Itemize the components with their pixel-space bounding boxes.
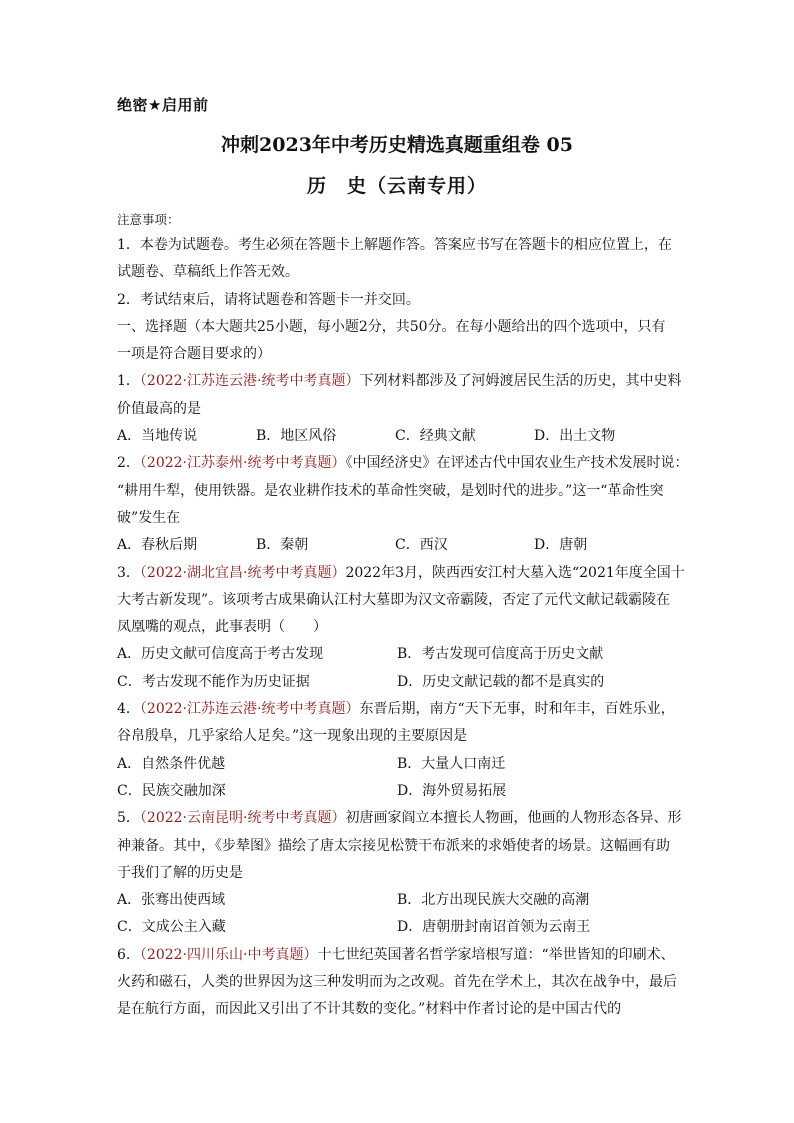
question-text-line: 神兼备。其中，《步辇图》描绘了唐太宗接见松赞干布派来的求婚使者的场景。这幅画有助 (117, 837, 670, 854)
notice-item-1-line-2: 试题卷、草稿纸上作答无效。 (117, 264, 299, 281)
question-text-line: 于我们了解的历史是 (117, 864, 243, 881)
option-c[interactable]: C．经典文献 (395, 428, 476, 445)
options-row (117, 887, 680, 914)
question-stem (117, 805, 680, 832)
question-5 (117, 805, 680, 941)
notice-item-1-line-1: 1．本卷为试题卷。考生必须在答题卡上解题作答。答案应书写在答题卡的相应位置上，在 (117, 237, 672, 253)
question-number: 1． (117, 373, 140, 390)
option-d[interactable]: D．唐朝册封南诏首领为云南王 (397, 919, 591, 936)
question-3 (117, 560, 685, 696)
question-text-line: 大考古新发现”。该项考古成果确认江村大墓即为汉文帝霸陵，否定了元代文献记载霸陵在 (117, 591, 671, 608)
question-text: 下列材料都涉及了河姆渡居民生活的历史，其中史料 (359, 373, 682, 390)
option-c[interactable]: C．民族交融加深 (117, 782, 226, 799)
question-number: 5． (117, 810, 140, 827)
question-source: （2022·云南昆明·统考中考真题） (139, 810, 346, 827)
option-b[interactable]: B．秦朝 (256, 537, 309, 554)
question-6 (117, 942, 680, 1024)
options-row (117, 532, 680, 559)
question-source: （2022·江苏连云港·统考中考真题） (139, 701, 360, 718)
question-text: 十七世纪英国著名哲学家培根写道：“举世皆知的印刷术、 (317, 946, 675, 963)
option-c[interactable]: C．考古发现不能作为历史证据 (117, 673, 310, 690)
notice-item-2: 2．考试结束后，请将试题卷和答题卡一并交回。 (117, 291, 420, 308)
question-4 (117, 696, 680, 805)
question-text-line: 价值最高的是 (117, 400, 201, 417)
question-source: （2022·四川乐山·中考真题） (139, 946, 318, 963)
question-text-line: “耕用牛犁，使用铁器。是农业耕作技术的革命性突破，是划时代的进步。”这一“革命性突 (117, 482, 664, 499)
question-source: （2022·湖北宜昌·统考中考真题） (139, 564, 346, 581)
question-text-line: 凤凰嘴的观点，此事表明（ ） (117, 619, 327, 636)
option-c[interactable]: C．文成公主入藏 (117, 919, 226, 936)
question-stem (117, 368, 680, 395)
option-b[interactable]: B．地区风俗 (256, 428, 337, 445)
option-d[interactable]: D．海外贸易拓展 (397, 782, 507, 799)
question-text: 初唐画家阎立本擅长人物画，他画的人物形态各异、形 (345, 810, 682, 827)
question-text: 《中国经济史》在评述古代中国农业生产技术发展时说： (345, 455, 689, 472)
question-text: 东晋后期，南方“天下无事，时和年丰，百姓乐业， (359, 701, 675, 718)
option-a[interactable]: A．自然条件优越 (117, 755, 226, 772)
option-a[interactable]: A．历史文献可信度高于考古发现 (117, 646, 324, 663)
options-row (117, 669, 680, 696)
question-number: 2． (117, 455, 140, 472)
question-text: 2022年3月，陕西西安江村大墓入选“2021年度全国十 (345, 564, 685, 581)
exam-title: 冲刺2023年中考历史精选真题重组卷 05 (221, 134, 573, 156)
options-row (117, 778, 680, 805)
options-row (117, 423, 680, 450)
option-a[interactable]: A．当地传说 (117, 428, 198, 445)
confidential-label: 绝密★启用前 (117, 96, 209, 114)
section-heading-line-2: 一项是符合题目要求的） (117, 346, 271, 363)
option-d[interactable]: D．历史文献记载的都不是真实的 (397, 673, 605, 690)
option-b[interactable]: B．考古发现可信度高于历史文献 (397, 646, 604, 663)
option-d[interactable]: D．唐朝 (534, 537, 588, 554)
question-number: 3． (117, 564, 140, 581)
question-text-line: 是在航行方面，而因此又引出了不计其数的变化。”材料中作者讨论的是中国古代的 (117, 1001, 622, 1018)
exam-content (117, 208, 689, 1024)
option-c[interactable]: C．西汉 (395, 537, 448, 554)
notice-heading: 注意事项： (117, 212, 180, 227)
question-text-line: 破”发生在 (117, 509, 181, 526)
options-row (117, 641, 680, 668)
question-1 (117, 368, 680, 450)
option-a[interactable]: A．春秋后期 (117, 537, 198, 554)
option-b[interactable]: B．大量人口南迁 (397, 755, 506, 772)
question-2 (117, 450, 689, 559)
section-heading-line-1: 一、选择题（本大题共25小题，每小题2分，共50分。在每小题给出的四个选项中，只有 (117, 318, 666, 335)
question-number: 4． (117, 701, 140, 718)
exam-subtitle: 历 史（云南专用） (306, 175, 487, 197)
question-stem (117, 696, 680, 723)
option-d[interactable]: D．出土文物 (534, 428, 616, 445)
question-text-line: 火药和磁石，人类的世界因为这三种发明而为之改观。首先在学术上，其次在战争中，最后 (117, 974, 677, 991)
question-stem (117, 450, 689, 477)
question-source: （2022·江苏连云港·统考中考真题） (139, 373, 360, 390)
options-row (117, 914, 680, 941)
options-row (117, 751, 680, 778)
question-text-line: 谷帛殷阜，几乎家给人足矣。”这一现象出现的主要原因是 (117, 728, 468, 745)
question-stem (117, 560, 685, 587)
option-b[interactable]: B．北方出现民族大交融的高潮 (397, 892, 590, 909)
question-stem (117, 942, 680, 969)
question-source: （2022·江苏泰州·统考中考真题） (139, 455, 346, 472)
question-number: 6． (117, 946, 140, 963)
option-a[interactable]: A．张骞出使西域 (117, 892, 226, 909)
